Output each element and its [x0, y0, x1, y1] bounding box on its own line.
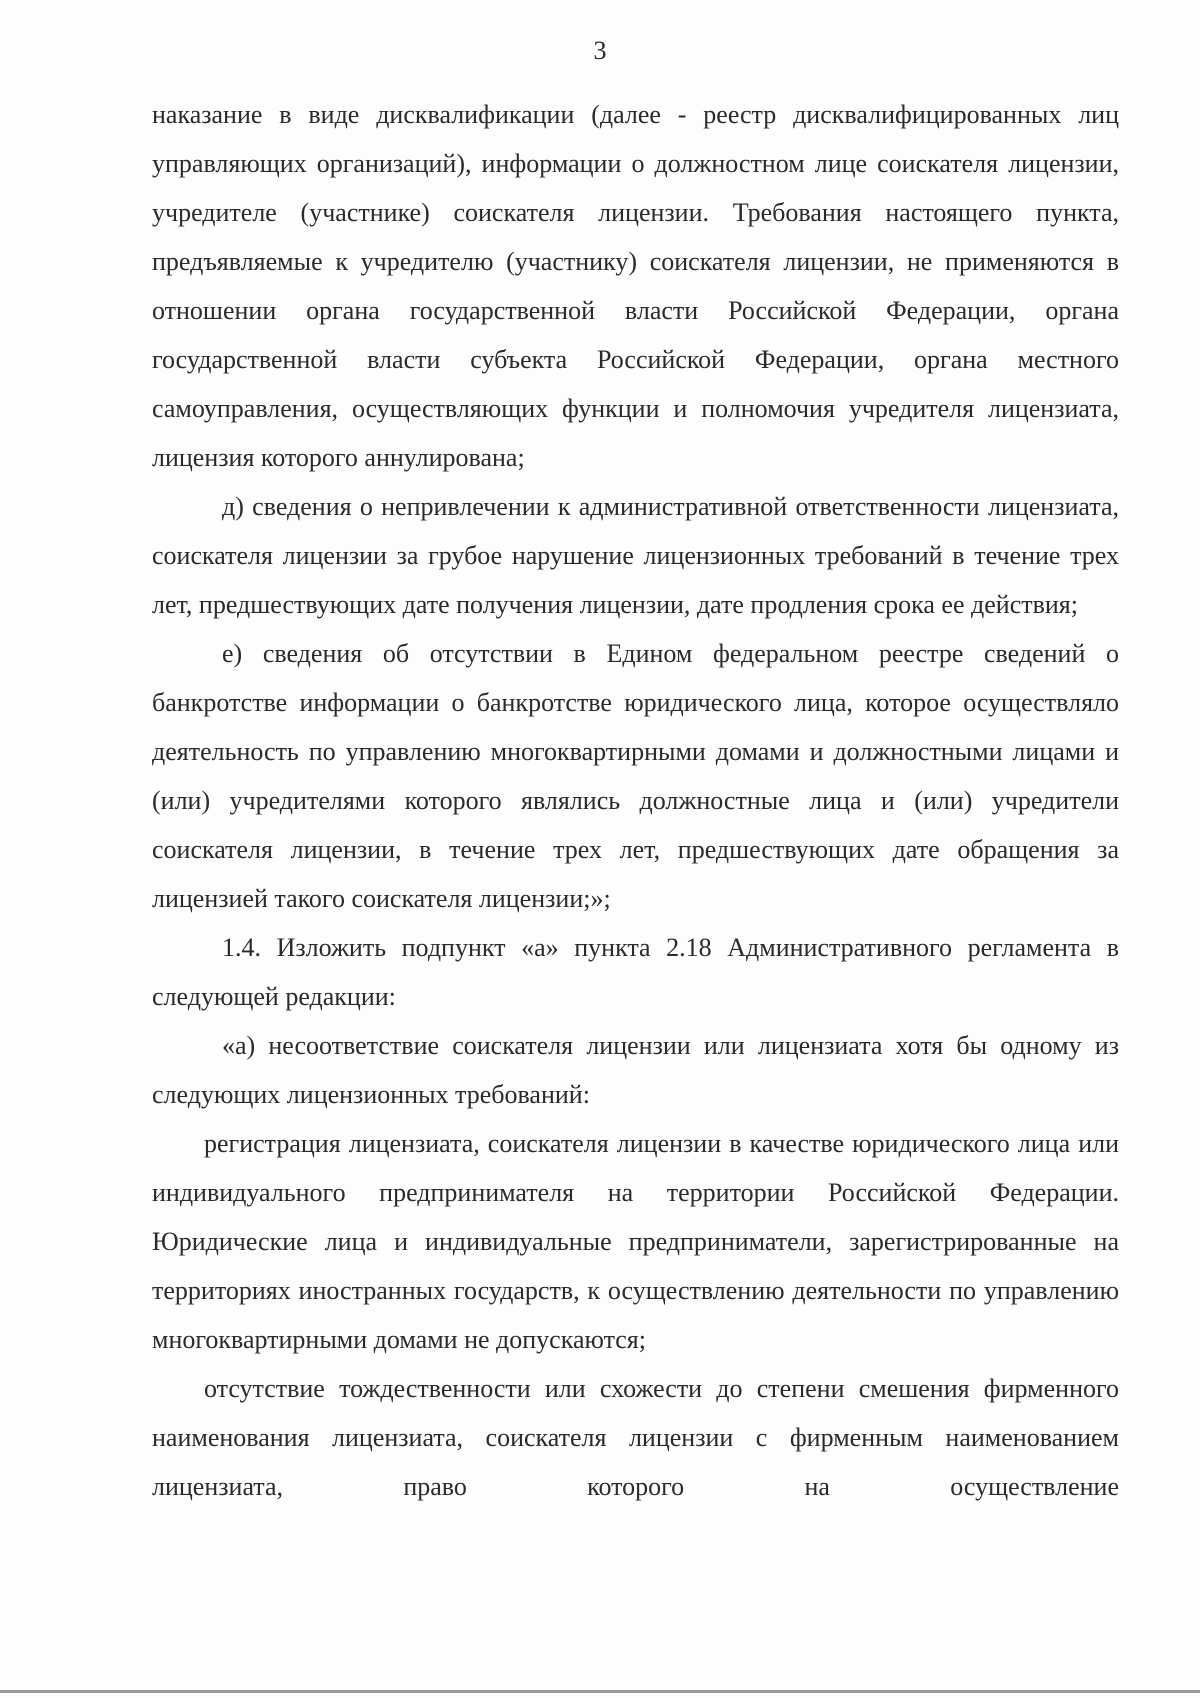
paragraph-requirement-registration: регистрация лицензиата, соискателя лицензии в качестве юридического лица или индивидуального предпринимателя на территории Российской Федерации. Юридические лица и индивидуальные предприниматели, зарегистрированные на территориях иностранных государств, к осуществлению деятельности по управлению многоквартирными домами не допускаются; — [152, 1129, 1119, 1354]
paragraph-item-e: е) сведения об отсутствии в Едином федеральном реестре сведений о банкротстве информации о банкротстве юридического лица, которое осуществляло деятельность по управлению многоквартирными домами и должностными лицами и (или) учредителями которого являлись должностные лица и (или) учредители соискателя лицензии, в течение трех лет, предшествующих дате обращения за лицензией такого соискателя лицензии;»; — [152, 639, 1119, 913]
page-number: 3 — [593, 36, 607, 65]
paragraph-requirement-name: отсутствие тождественности или схожести до степени смешения фирменного наименования лицензиата, соискателя лицензии с фирменным наименованием лицензиата, право которого на осуществление — [152, 1374, 1119, 1501]
paragraph-continuation: наказание в виде дисквалификации (далее - реестр дисквалифицированных лиц управляющих организаций), информации о должностном лице соискателя лицензии, учредителе (участнике) соискателя лицензии. Требования настоящего пункта, предъявляемые к учредителю (участнику) соискателя лицензии, не применяются в отношении органа государственной власти Российской Федерации, органа государственной власти субъекта Российской Федерации, органа местного самоуправления, осуществляющих функции и полномочия учредителя лицензиата, лицензия которого аннулирована; — [152, 100, 1119, 472]
scan-bottom-edge — [0, 1690, 1200, 1693]
paragraph-subclause-a: «а) несоответствие соискателя лицензии или лицензиата хотя бы одному из следующих лицензионных требований: — [152, 1031, 1119, 1109]
document-body — [152, 90, 1119, 1511]
paragraph-clause-1-4: 1.4. Изложить подпункт «а» пункта 2.18 Административного регламента в следующей редакции: — [152, 933, 1119, 1011]
paragraph-item-d: д) сведения о непривлечении к административной ответственности лицензиата, соискателя лицензии за грубое нарушение лицензионных требований в течение трех лет, предшествующих дате получения лицензии, дате продления срока ее действия; — [152, 492, 1119, 619]
